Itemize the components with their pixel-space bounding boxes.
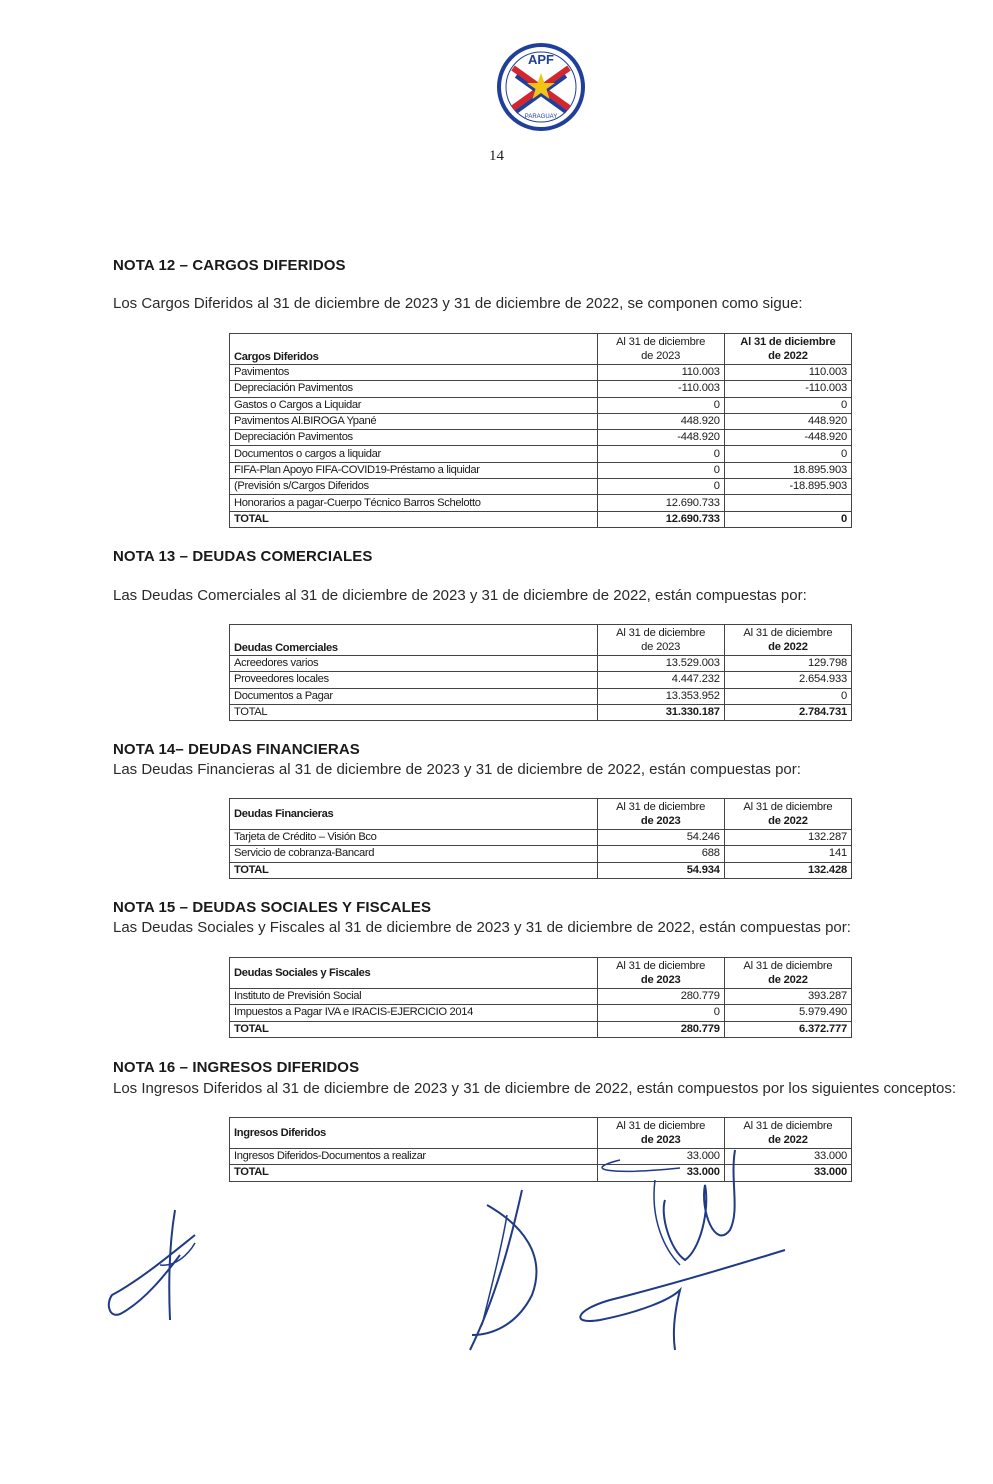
nota12-table — [229, 333, 852, 528]
table-row — [230, 413, 852, 429]
nota16-intro: Los Ingresos Diferidos al 31 de diciembre de 2023 y 31 de diciembre de 2022, están compuestos por los siguientes conceptos: — [113, 1080, 957, 1097]
table-cell: 110.003 — [724, 365, 851, 381]
table-cell: -448.920 — [724, 430, 851, 446]
signature-right — [570, 1140, 790, 1355]
table-cell: 54.934 — [597, 862, 724, 878]
table-row — [230, 381, 852, 397]
table-cell: 141 — [724, 846, 851, 862]
table-row — [230, 830, 852, 846]
table-cell: Servicio de cobranza-Bancard — [230, 846, 598, 862]
table-cell: 4.447.232 — [597, 672, 724, 688]
nota15-intro: Las Deudas Sociales y Fiscales al 31 de diciembre de 2023 y 31 de diciembre de 2022, están compuestas por: — [113, 919, 851, 936]
table-cell: 688 — [597, 846, 724, 862]
col-header-2023: Al 31 de diciembre de 2023 — [597, 799, 724, 830]
table-cell: 12.690.733 — [597, 511, 724, 527]
table-cell: Pavimentos Al.BIROGA Ypané — [230, 413, 598, 429]
table-cell: 280.779 — [597, 989, 724, 1005]
table-cell: 0 — [597, 1005, 724, 1021]
table-header-row — [230, 625, 852, 656]
table-cell: TOTAL — [230, 862, 598, 878]
table-cell: TOTAL — [230, 511, 598, 527]
table-cell: Instituto de Previsión Social — [230, 989, 598, 1005]
table-cell: -110.003 — [724, 381, 851, 397]
table-cell: 5.979.490 — [724, 1005, 851, 1021]
col-header-2022: Al 31 de diciembre de 2022 — [724, 625, 851, 656]
table-cell: 2.784.731 — [724, 704, 851, 720]
nota13-table — [229, 624, 852, 721]
table-cell: Tarjeta de Crédito – Visión Bco — [230, 830, 598, 846]
svg-text:PARAGUAY: PARAGUAY — [524, 114, 558, 120]
table-cell: 33.000 — [597, 1165, 724, 1181]
table-cell: -448.920 — [597, 430, 724, 446]
nota15-table — [229, 957, 852, 1038]
table-row — [230, 397, 852, 413]
table-cell: Depreciación Pavimentos — [230, 430, 598, 446]
table-row — [230, 688, 852, 704]
table-cell: 6.372.777 — [724, 1021, 851, 1037]
table-row — [230, 365, 852, 381]
table-cell: Proveedores locales — [230, 672, 598, 688]
col-header-concept: Deudas Comerciales — [230, 625, 598, 656]
table-cell: Acreedores varios — [230, 656, 598, 672]
table-cell: 448.920 — [597, 413, 724, 429]
col-header-concept: Cargos Diferidos — [230, 334, 598, 365]
nota13-heading: NOTA 13 – DEUDAS COMERCIALES — [113, 548, 373, 565]
table-cell: 0 — [724, 511, 851, 527]
table-header-row — [230, 958, 852, 989]
table-cell: 12.690.733 — [597, 495, 724, 511]
table-cell: Honorarios a pagar-Cuerpo Técnico Barros Schelotto — [230, 495, 598, 511]
col-header-2022: Al 31 de diciembre de 2022 — [724, 1118, 851, 1149]
col-header-2023: Al 31 de diciembre de 2023 — [597, 958, 724, 989]
nota14-intro: Las Deudas Financieras al 31 de diciembre de 2023 y 31 de diciembre de 2022, están compuestas por: — [113, 761, 801, 778]
col-header-2022: Al 31 de diciembre de 2022 — [724, 799, 851, 830]
table-cell: 110.003 — [597, 365, 724, 381]
nota12-heading: NOTA 12 – CARGOS DIFERIDOS — [113, 257, 346, 274]
signature-middle — [462, 1185, 562, 1355]
svg-text:APF: APF — [528, 52, 554, 67]
table-cell: TOTAL — [230, 1021, 598, 1037]
nota13-intro: Las Deudas Comerciales al 31 de diciembre de 2023 y 31 de diciembre de 2022, están compuestas por: — [113, 587, 807, 604]
table-row — [230, 672, 852, 688]
table-cell: Impuestos a Pagar IVA e IRACIS-EJERCICIO 2014 — [230, 1005, 598, 1021]
col-header-2023: Al 31 de diciembre de 2023 — [597, 1118, 724, 1149]
table-row — [230, 1005, 852, 1021]
table-row — [230, 430, 852, 446]
table-cell: (Previsión s/Cargos Diferidos — [230, 479, 598, 495]
table-row — [230, 479, 852, 495]
table-cell: Pavimentos — [230, 365, 598, 381]
table-cell: 448.920 — [724, 413, 851, 429]
table-header-row — [230, 799, 852, 830]
col-header-2022: Al 31 de diciembre de 2022 — [724, 334, 851, 365]
table-total-row — [230, 511, 852, 527]
table-cell: 33.000 — [724, 1149, 851, 1165]
table-cell: 0 — [597, 397, 724, 413]
table-cell: FIFA-Plan Apoyo FIFA-COVID19-Préstamo a liquidar — [230, 462, 598, 478]
table-cell: 13.353.952 — [597, 688, 724, 704]
apf-logo — [496, 42, 586, 132]
table-cell: -110.003 — [597, 381, 724, 397]
table-total-row — [230, 704, 852, 720]
nota12-intro: Los Cargos Diferidos al 31 de diciembre de 2023 y 31 de diciembre de 2022, se componen como sigue: — [113, 295, 803, 312]
table-cell: 0 — [724, 688, 851, 704]
table-cell: Depreciación Pavimentos — [230, 381, 598, 397]
nota14-table — [229, 798, 852, 879]
table-row — [230, 446, 852, 462]
col-header-concept: Deudas Sociales y Fiscales — [230, 958, 598, 989]
col-header-2023: Al 31 de diciembre de 2023 — [597, 334, 724, 365]
nota16-heading: NOTA 16 – INGRESOS DIFERIDOS — [113, 1059, 360, 1076]
col-header-2023: Al 31 de diciembre de 2023 — [597, 625, 724, 656]
table-cell: 0 — [597, 462, 724, 478]
table-header-row — [230, 334, 852, 365]
table-cell: 2.654.933 — [724, 672, 851, 688]
table-row — [230, 495, 852, 511]
table-cell: 33.000 — [724, 1165, 851, 1181]
table-row — [230, 656, 852, 672]
col-header-2022: Al 31 de diciembre de 2022 — [724, 958, 851, 989]
table-cell: 0 — [597, 479, 724, 495]
table-row — [230, 846, 852, 862]
table-total-row — [230, 862, 852, 878]
table-cell: 13.529.003 — [597, 656, 724, 672]
table-cell: -18.895.903 — [724, 479, 851, 495]
table-cell: 54.246 — [597, 830, 724, 846]
col-header-concept: Deudas Financieras — [230, 799, 598, 830]
table-cell — [724, 495, 851, 511]
table-row — [230, 989, 852, 1005]
table-row — [230, 462, 852, 478]
nota15-heading: NOTA 15 – DEUDAS SOCIALES Y FISCALES — [113, 899, 432, 916]
table-cell: 33.000 — [597, 1149, 724, 1165]
table-cell: 393.287 — [724, 989, 851, 1005]
table-cell: 132.428 — [724, 862, 851, 878]
page-number: 14 — [489, 148, 504, 164]
table-cell: 31.330.187 — [597, 704, 724, 720]
table-cell: 129.798 — [724, 656, 851, 672]
table-cell: 132.287 — [724, 830, 851, 846]
table-cell: 0 — [724, 397, 851, 413]
table-total-row — [230, 1021, 852, 1037]
table-cell: TOTAL — [230, 1165, 598, 1181]
table-cell: 0 — [724, 446, 851, 462]
nota14-heading: NOTA 14– DEUDAS FINANCIERAS — [113, 741, 360, 758]
signature-left — [100, 1195, 210, 1325]
table-cell: Documentos a Pagar — [230, 688, 598, 704]
table-cell: 18.895.903 — [724, 462, 851, 478]
table-cell: Documentos o cargos a liquidar — [230, 446, 598, 462]
table-cell: Gastos o Cargos a Liquidar — [230, 397, 598, 413]
col-header-concept: Ingresos Diferidos — [230, 1118, 598, 1149]
table-cell: 0 — [597, 446, 724, 462]
table-cell: Ingresos Diferidos-Documentos a realizar — [230, 1149, 598, 1165]
table-cell: 280.779 — [597, 1021, 724, 1037]
table-cell: TOTAL — [230, 704, 598, 720]
